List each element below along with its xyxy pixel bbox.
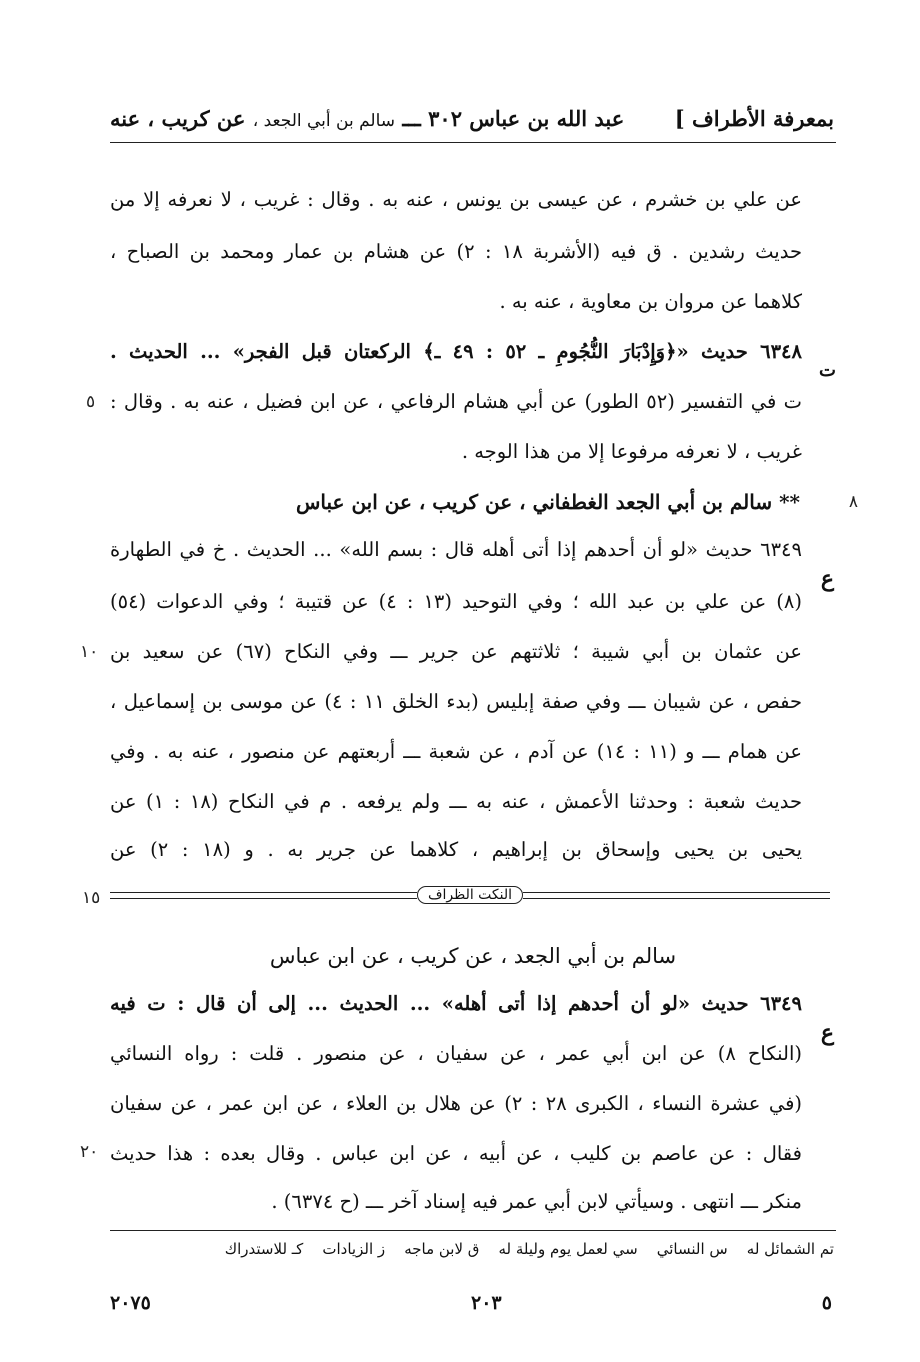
body-line-13: حديث شعبة : وحدثنا الأعمش ، عنه به ـــ ولم يرفعه . م في النكاح (١٨ : ١) عن [110, 790, 802, 813]
nukat-line-2: (النكاح ٨) عن ابن أبي عمر ، عن سفيان ، عن منصور . قلت : رواه النسائي [110, 1042, 802, 1065]
page-number: ٢٠٣ [471, 1292, 502, 1314]
body-line-3: كلاهما عن مروان بن معاوية ، عنه به . [499, 290, 802, 313]
nukat-line-1: ٦٣٤٩ حديث «لو أن أحدهم إذا أتى أهله» ... الحديث ... إلى أن قال : ت فيه [110, 992, 802, 1015]
separator-line-left [110, 892, 417, 899]
body-line-6: غريب ، لا نعرفه مرفوعا إلا من هذا الوجه . [461, 440, 802, 463]
nukat-heading: سالم بن أبي الجعد ، عن كريب ، عن ابن عباس [269, 944, 677, 968]
header-left: عن كريب ، عنه [110, 105, 246, 131]
margin-line-8: ٨ [848, 492, 858, 512]
chain-heading: ** سالم بن أبي الجعد الغطفاني ، عن كريب ، عن ابن عباس [296, 490, 800, 514]
body-line-5: ت في التفسير (٥٢ الطور) عن أبي هشام الرفاعي ، عن ابن فضيل ، عنه به . وقال : [110, 390, 802, 413]
siglum-ayn-2: ع [820, 1020, 834, 1046]
body-line-12: عن همام ـــ و (١١ : ١٤) عن آدم ، عن شعبة ـــ أربعتهم عن منصور ، عنه به . وفي [110, 740, 802, 763]
nukat-line-4: فقال : عن عاصم بن كليب ، عن أبيه ، عن ابن عباس . وقال بعده : هذا حديث [110, 1142, 802, 1165]
separator-line-right [523, 892, 830, 899]
hadith-6349: ٦٣٤٩ حديث «لو أن أحدهم إذا أتى أهله قال : بسم الله» ... الحديث . خ في الطهارة [110, 538, 802, 561]
abbreviations-key [110, 1240, 834, 1258]
margin-line-5: ٥ [86, 392, 96, 412]
header-middle-light: سالم بن أبي الجعد ، [252, 110, 396, 131]
volume-number: ٥ [821, 1292, 832, 1314]
page-numbers [110, 1292, 832, 1314]
body-line-1: عن علي بن خشرم ، عن عيسى بن يونس ، عنه به . وقال : غريب ، لا نعرفه إلا من [110, 188, 802, 211]
hadith-6348: ٦٣٤٨ حديث «﴿وَإِدْبَارَ النُّجُومِ ـ ٥٢ : ٤٩ ـ﴾ الركعتان قبل الفجر» ... الحديث . [110, 340, 803, 363]
nukat-line-5: منكر ـــ انتهى . وسيأتي لابن أبي عمر فيه إسناد آخر ـــ (ح ٦٣٧٤) . [271, 1190, 802, 1213]
margin-line-10: ١٠ [80, 642, 99, 662]
header-middle [110, 106, 624, 131]
body-line-9: (٨) عن علي بن عبد الله ؛ وفي التوحيد (١٣ : ٤) عن قتيبة ؛ وفي الدعوات (٥٤) [110, 590, 802, 613]
body-line-10: عن عثمان بن أبي شيبة ؛ ثلاثتهم عن جرير ـــ وفي النكاح (٦٧) عن سعيد بن [110, 640, 802, 663]
margin-line-15: ١٥ [82, 888, 101, 908]
header-rule [110, 142, 836, 143]
header-middle-bold: عبد الله بن عباس ٣٠٢ ـــ [402, 105, 625, 131]
separator-label: النكت الظراف [417, 886, 523, 904]
sequence-number: ٢٠٧٥ [110, 1292, 151, 1314]
footer-rule [110, 1230, 836, 1231]
body-line-2: حديث رشدين . ق فيه (الأشربة ١٨ : ٢) عن هشام بن عمار ومحمد بن الصباح ، [110, 240, 803, 263]
margin-line-20: ٢٠ [80, 1142, 99, 1162]
header-right: بمعرفة الأطراف ] [674, 105, 834, 131]
nukat-separator [110, 884, 830, 906]
abbreviations-text: تم الشمائل له س النسائي سي لعمل يوم وليلة له ق لابن ماجه ز الزيادات كـ للاستدراك [224, 1240, 834, 1258]
siglum-ayn-1: ع [820, 566, 834, 592]
body-line-11: حفص ، عن شيبان ـــ وفي صفة إبليس (بدء الخلق ١١ : ٤) عن موسى بن إسماعيل ، [110, 690, 803, 713]
siglum-t: ت [819, 360, 836, 381]
nukat-line-3: (في عشرة النساء ، الكبرى ٢٨ : ٢) عن هلال بن العلاء ، عن ابن عمر ، عن سفيان [110, 1092, 803, 1115]
body-line-14: يحيى بن يحيى وإسحاق بن إبراهيم ، كلاهما عن جرير به . و (١٨ : ٢) عن [110, 838, 802, 861]
running-header [110, 98, 834, 138]
